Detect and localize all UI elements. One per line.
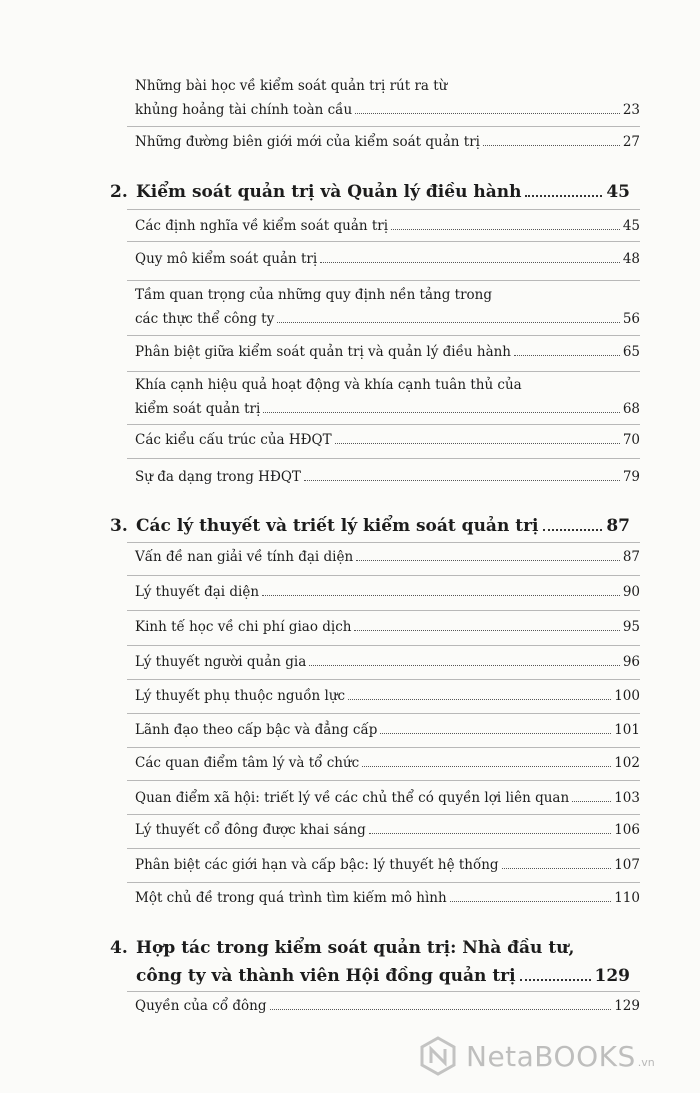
toc-entry-title: các thực thể công ty: [135, 311, 275, 327]
chapter-heading: [110, 934, 630, 990]
toc-entry: [135, 684, 640, 708]
dot-leader: [270, 1009, 612, 1010]
divider: [127, 424, 640, 425]
toc-entry-title: Vấn đề nan giải về tính đại diện: [135, 549, 354, 565]
dot-leader: [263, 412, 620, 413]
toc-entry: [135, 465, 640, 489]
toc-entry-title: kiểm soát quản trị: [135, 401, 261, 417]
divider: [127, 780, 640, 781]
toc-entry-title: Quy mô kiểm soát quản trị: [135, 251, 318, 267]
netabooks-logo-icon: [418, 1036, 458, 1076]
chapter-page: 87: [606, 516, 630, 536]
toc-entry: [135, 340, 640, 364]
dot-leader: [450, 901, 612, 902]
toc-entry-title: Phân biệt giữa kiểm soát quản trị và quản lý điều hành: [135, 344, 512, 360]
toc-entry-title: Lý thuyết người quản gia: [135, 654, 307, 670]
dot-leader: [514, 355, 620, 356]
toc-entry: [135, 373, 640, 421]
toc-entry-title: Lãnh đạo theo cấp bậc và đẳng cấp: [135, 722, 378, 738]
toc-entry: [135, 74, 640, 122]
dot-leader: [277, 322, 620, 323]
dot-leader: [525, 195, 602, 197]
dot-leader: [520, 979, 591, 981]
dot-leader: [354, 630, 619, 631]
toc-entry-title: Các định nghĩa về kiểm soát quản trị: [135, 218, 389, 234]
toc-entry: [135, 786, 640, 810]
dot-leader: [380, 733, 611, 734]
divider: [127, 126, 640, 127]
divider: [127, 280, 640, 281]
divider: [127, 241, 640, 242]
toc-entry-page: 103: [614, 790, 640, 806]
divider: [127, 747, 640, 748]
netabooks-watermark: [418, 1027, 698, 1085]
chapter-heading: [110, 512, 630, 540]
divider: [127, 991, 640, 992]
divider: [127, 335, 640, 336]
toc-entry-page: 100: [614, 688, 640, 704]
toc-entry-page: 48: [622, 251, 640, 267]
toc-entry-title: Lý thuyết đại diện: [135, 584, 260, 600]
toc-entry-page: 106: [614, 822, 640, 838]
dot-leader: [348, 699, 611, 700]
toc-entry-page: 110: [614, 890, 640, 906]
toc-entry-page: 107: [614, 857, 640, 873]
toc-entry-title-line1: Những bài học về kiểm soát quản trị rút ra từ: [135, 78, 448, 94]
toc-entry-title: khủng hoảng tài chính toàn cầu: [135, 102, 353, 118]
chapter-title-line1: Hợp tác trong kiểm soát quản trị: Nhà đầu tư,: [136, 938, 575, 958]
toc-entry-page: 102: [614, 755, 640, 771]
divider: [127, 679, 640, 680]
divider: [127, 713, 640, 714]
toc-entry-page: 45: [622, 218, 640, 234]
dot-leader: [369, 833, 611, 834]
chapter-heading: [110, 178, 630, 206]
chapter-number: 3.: [110, 516, 128, 536]
dot-leader: [502, 868, 612, 869]
watermark-brand: NetaBOOKS: [466, 1039, 636, 1073]
dot-leader: [304, 480, 620, 481]
toc-entry-page: 101: [614, 722, 640, 738]
divider: [127, 848, 640, 849]
toc-entry: [135, 214, 640, 238]
toc-entry: [135, 130, 640, 154]
toc-entry-page: 65: [622, 344, 640, 360]
dot-leader: [320, 262, 620, 263]
chapter-number: 2.: [110, 182, 128, 202]
toc-entry: [135, 718, 640, 742]
toc-entry: [135, 818, 640, 842]
toc-entry-title: Những đường biên giới mới của kiểm soát quản trị: [135, 134, 480, 150]
toc-entry-title-line1: Tầm quan trọng của những quy định nền tảng trong: [135, 287, 493, 303]
toc-entry-page: 87: [622, 549, 640, 565]
toc-entry-page: 79: [622, 469, 640, 485]
dot-leader: [356, 560, 620, 561]
toc-entry-page: 56: [622, 311, 640, 327]
divider: [127, 610, 640, 611]
toc-entry-page: 70: [622, 432, 640, 448]
toc-entry-page: 96: [622, 654, 640, 670]
toc-entry-page: 23: [622, 102, 640, 118]
dot-leader: [572, 801, 611, 802]
toc-entry: [135, 751, 640, 775]
dot-leader: [483, 145, 620, 146]
divider: [127, 209, 640, 210]
toc-entry: [135, 886, 640, 910]
divider: [127, 458, 640, 459]
dot-leader: [309, 665, 620, 666]
toc-entry-title: Kinh tế học về chi phí giao dịch: [135, 619, 352, 635]
toc-entry-title: Lý thuyết phụ thuộc nguồn lực: [135, 688, 346, 704]
toc-entry-title: Quan điểm xã hội: triết lý về các chủ thể có quyền lợi liên quan: [135, 790, 570, 806]
chapter-number: 4.: [110, 938, 128, 958]
toc-entry-title: Quyền của cổ đông: [135, 998, 267, 1014]
dot-leader: [355, 113, 620, 114]
divider: [127, 371, 640, 372]
toc-entry-title: Lý thuyết cổ đông được khai sáng: [135, 822, 366, 838]
divider: [127, 542, 640, 543]
toc-entry: [135, 283, 640, 331]
toc-entry-title-line1: Khía cạnh hiệu quả hoạt động và khía cạnh tuân thủ của: [135, 377, 522, 393]
divider: [127, 814, 640, 815]
chapter-title: Kiểm soát quản trị và Quản lý điều hành: [136, 182, 522, 202]
dot-leader: [262, 595, 620, 596]
toc-entry-title: Các quan điểm tâm lý và tổ chức: [135, 755, 360, 771]
toc-entry: [135, 428, 640, 452]
toc-entry-page: 129: [614, 998, 640, 1014]
chapter-page: 129: [594, 966, 630, 986]
toc-entry-title: Phân biệt các giới hạn và cấp bậc: lý thuyết hệ thống: [135, 857, 499, 873]
dot-leader: [362, 766, 611, 767]
toc-entry-page: 68: [622, 401, 640, 417]
divider: [127, 882, 640, 883]
dot-leader: [335, 443, 620, 444]
toc-entry: [135, 247, 640, 271]
watermark-suffix: .vn: [637, 1055, 655, 1069]
chapter-page: 45: [606, 182, 630, 202]
toc-entry: [135, 545, 640, 569]
toc-entry: [135, 853, 640, 877]
divider: [127, 575, 640, 576]
toc-entry: [135, 994, 640, 1018]
toc-entry-title: Các kiểu cấu trúc của HĐQT: [135, 432, 332, 448]
chapter-title: Các lý thuyết và triết lý kiểm soát quản trị: [136, 516, 539, 536]
divider: [127, 645, 640, 646]
toc-entry-title: Một chủ đề trong quá trình tìm kiếm mô hình: [135, 890, 447, 906]
toc-entry-page: 95: [622, 619, 640, 635]
toc-entry-page: 27: [622, 134, 640, 150]
dot-leader: [391, 229, 620, 230]
dot-leader: [543, 529, 603, 531]
toc-entry-page: 90: [622, 584, 640, 600]
chapter-title: công ty và thành viên Hội đồng quản trị: [136, 966, 516, 986]
toc-entry: [135, 615, 640, 639]
toc-entry-title: Sự đa dạng trong HĐQT: [135, 469, 301, 485]
toc-entry: [135, 580, 640, 604]
toc-entry: [135, 650, 640, 674]
